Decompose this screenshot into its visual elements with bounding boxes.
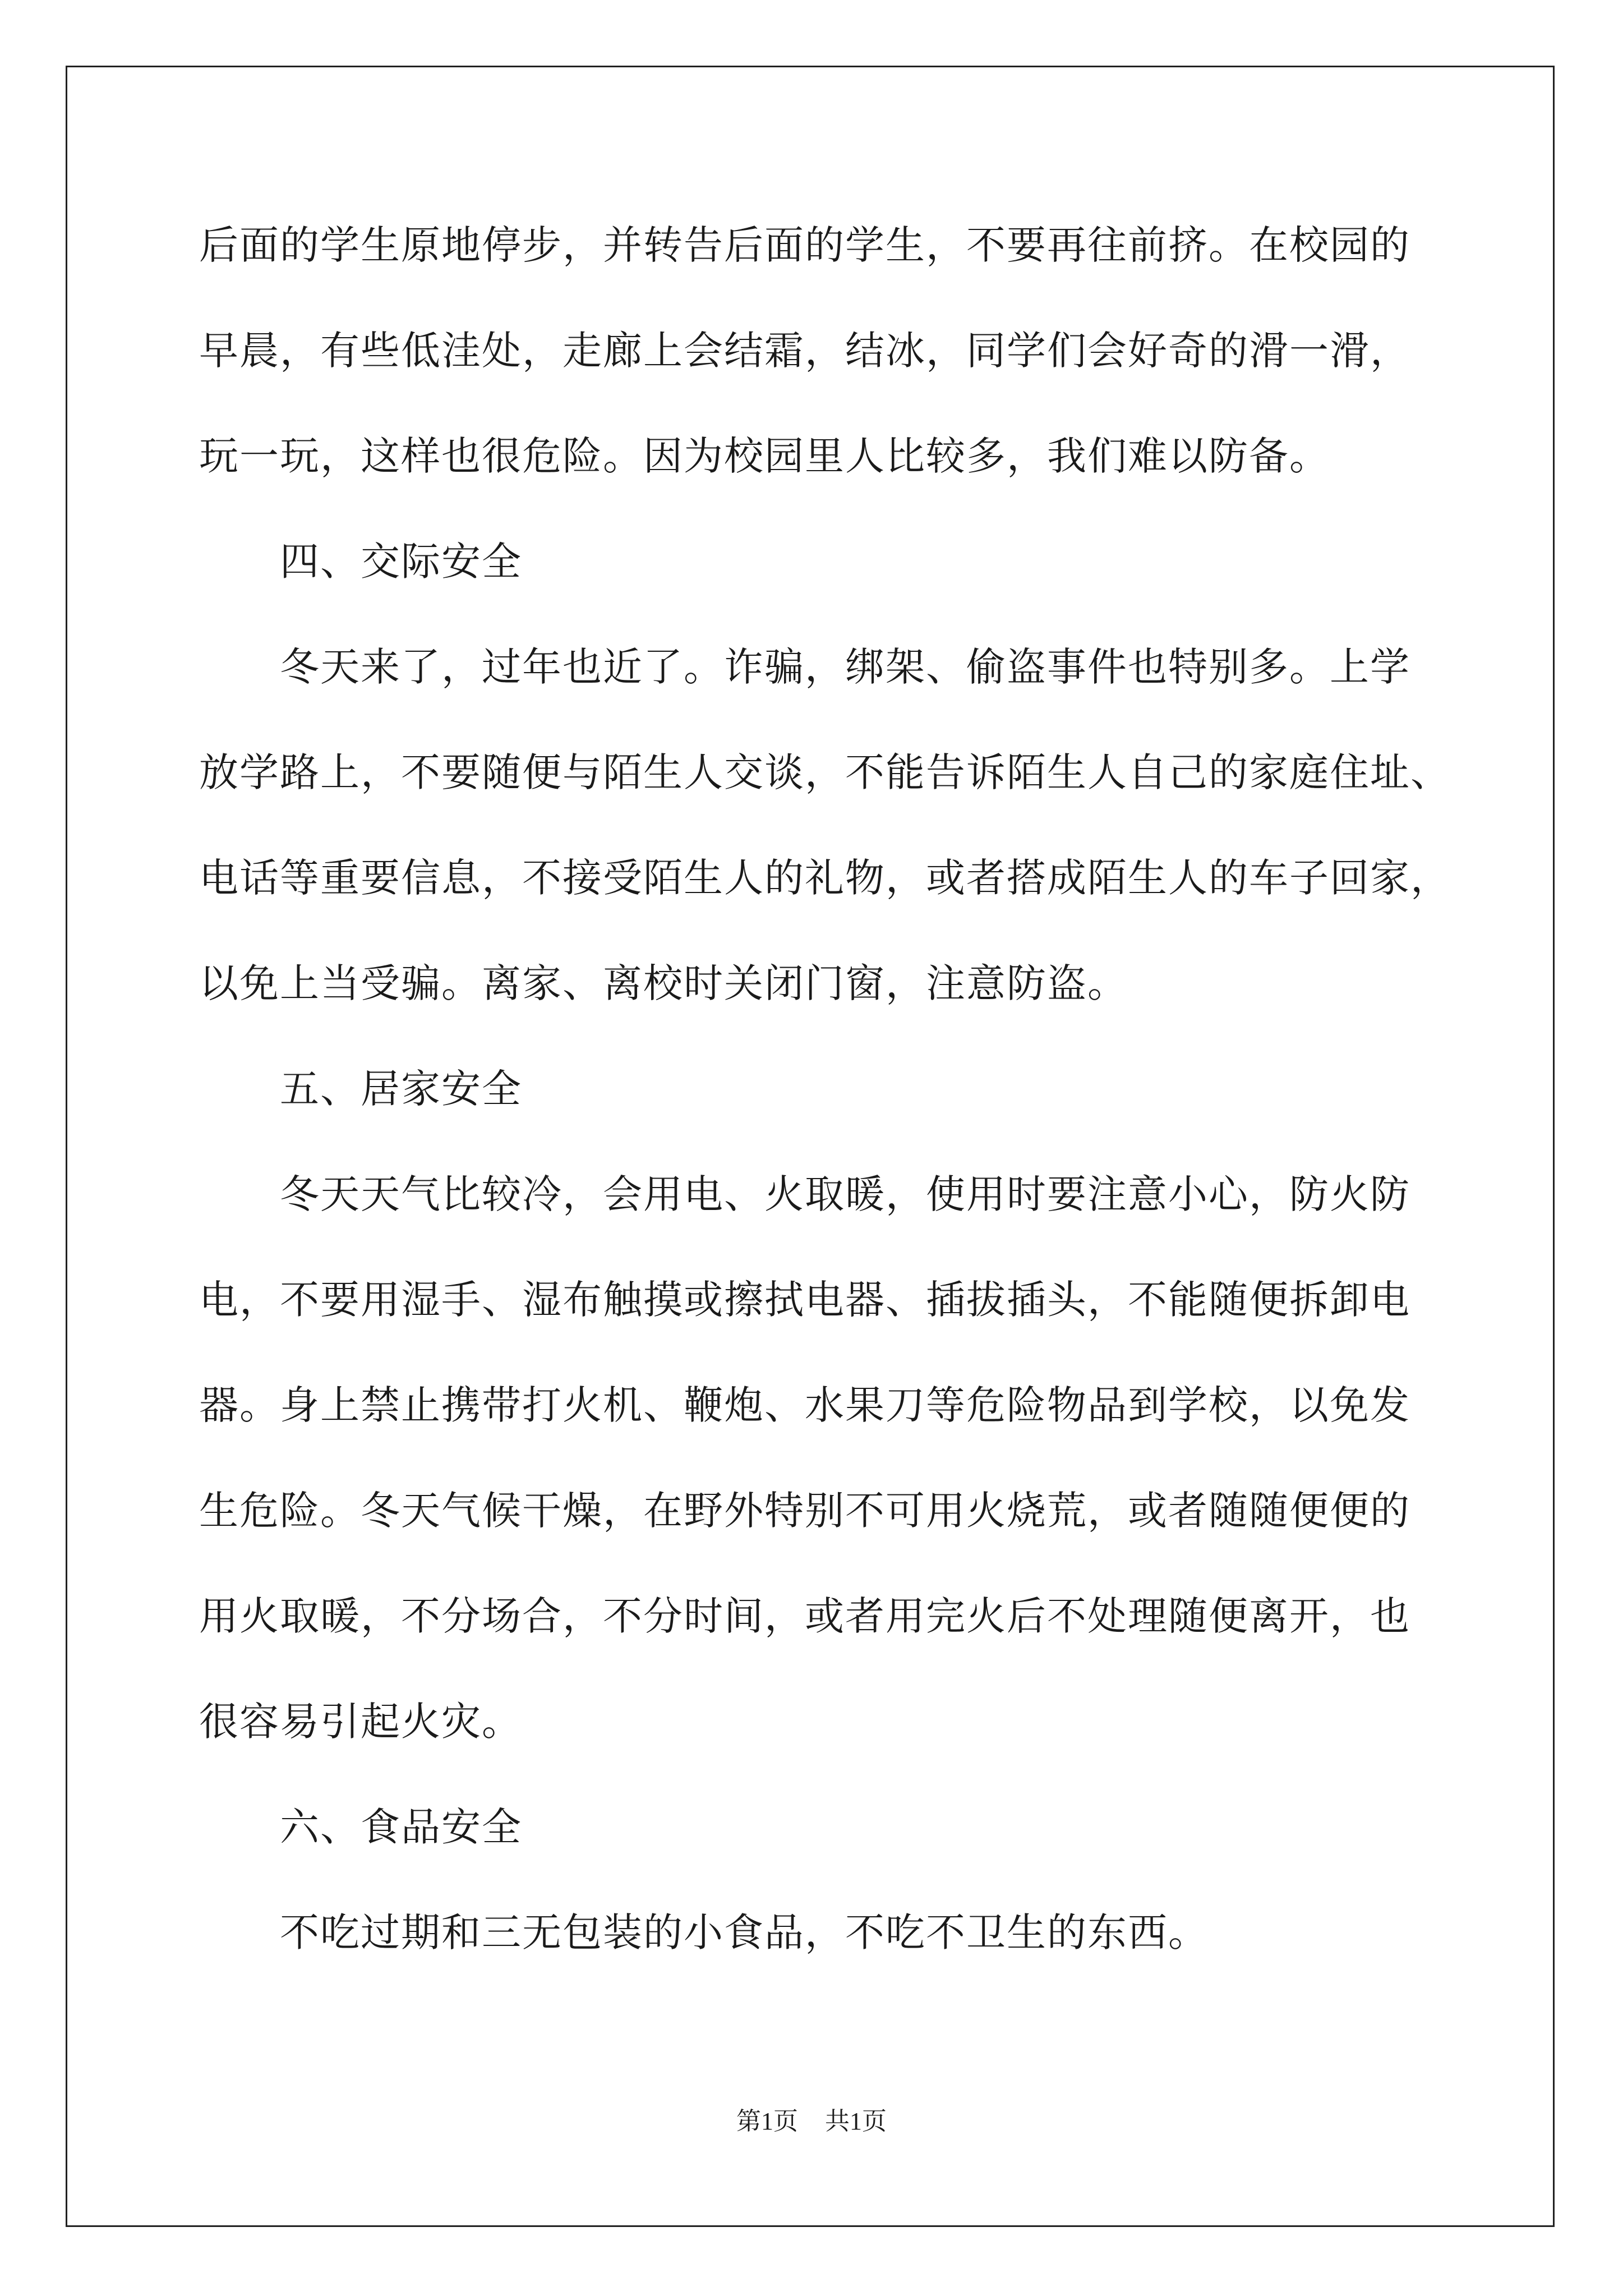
section-heading: 四、交际安全 [280, 539, 522, 585]
text-line: 电话等重要信息，不接受陌生人的礼物，或者搭成陌生人的车子回家， [199, 855, 1451, 901]
page-total: 共1页 [825, 2108, 887, 2135]
section-heading: 五、居家安全 [280, 1066, 522, 1112]
text-line: 用火取暖，不分场合，不分时间，或者用完火后不处理随便离开，也 [199, 1593, 1410, 1639]
text-line: 玩一玩，这样也很危险。因为校园里人比较多，我们难以防备。 [199, 433, 1330, 479]
text-line: 生危险。冬天气候干燥，在野外特别不可用火烧荒，或者随随便便的 [199, 1488, 1410, 1534]
page-footer [0, 2105, 1623, 2138]
text-line: 早晨，有些低洼处，走廊上会结霜，结冰，同学们会好奇的滑一滑， [199, 328, 1410, 374]
text-line: 不吃过期和三无包装的小食品，不吃不卫生的东西。 [280, 1910, 1209, 1955]
section-heading: 六、食品安全 [280, 1804, 522, 1850]
page-number: 第1页 [736, 2108, 798, 2135]
text-line: 很容易引起火灾。 [199, 1699, 522, 1745]
text-line: 器。身上禁止携带打火机、鞭炮、水果刀等危险物品到学校，以免发 [199, 1382, 1410, 1428]
text-line: 后面的学生原地停步，并转告后面的学生，不要再往前挤。在校园的 [199, 222, 1410, 268]
text-line: 以免上当受骗。离家、离校时关闭门窗，注意防盗。 [199, 960, 1128, 1006]
text-line: 电，不要用湿手、湿布触摸或擦拭电器、插拔插头，不能随便拆卸电 [199, 1277, 1410, 1323]
text-line: 冬天天气比较冷，会用电、火取暖，使用时要注意小心，防火防 [280, 1171, 1410, 1217]
text-line: 放学路上，不要随便与陌生人交谈，不能告诉陌生人自己的家庭住址、 [199, 749, 1451, 795]
text-line: 冬天来了，过年也近了。诈骗，绑架、偷盗事件也特别多。上学 [280, 644, 1410, 690]
document-body [199, 219, 1467, 2012]
